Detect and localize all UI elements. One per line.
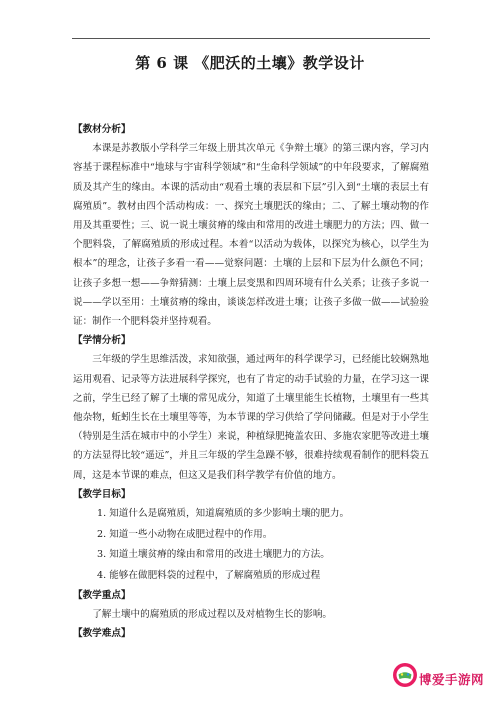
textbook-analysis-paragraph: 本课是苏教版小学科学三年级上册其次单元《争辩土壤》的第三课内容，学习内容基于课程标准中“地球与宇宙科学领域”和“生命科学领域”的中年段要求，了解腐殖质及其产生的缘由。本课的活动由“观看土壤的表层和下层”引入到“土壤的表层土有腐殖质”。教材由四个活动构成：一、探究土壤肥沃的缘由；二、了解土壤动物的作用及其重要性；三、说一说土壤贫瘠的缘由和常用的改进土壤肥力的方法；四、做一个肥料袋，了解腐殖质的形成过程。本着“以活动为载体，以探究为核心，以学生为根本”的理念，让孩子多看一看——觉察问题：土壤的上层和下层为什么颜色不同；让孩子多想一想——争辩猜测：土壤上层变黑和四周环境有什么关系；让孩子多说一说——学以至用：土壤贫瘠的缘由，谈谈怎样改进土壤；让孩子多做一做——试验验证：制作一个肥料袋并坚持观看。	[73, 143, 429, 328]
section-heading-textbook-analysis: 【教材分析】	[73, 124, 131, 135]
watermark-logo	[392, 658, 497, 698]
section-heading-teaching-goals: 【教学目标】	[73, 488, 131, 500]
document-title: 第 6 课 《肥沃的土壤》教学设计	[135, 54, 365, 72]
section-heading-student-analysis: 【学情分析】	[73, 335, 131, 347]
header-rule	[72, 38, 430, 39]
section-heading-key-points: 【教学重点】	[73, 590, 131, 602]
watermark-text: 博爱手游网	[419, 672, 485, 687]
teaching-goal-item-2: 2. 知道一些小动物在成肥过程中的作用。	[97, 528, 273, 540]
teaching-goal-item-3: 3. 知道土壤贫瘠的缘由和常用的改进土壤肥力的方法。	[97, 549, 330, 561]
game-controller-logo-icon	[392, 662, 418, 688]
key-points-paragraph: 了解土壤中的腐殖质的形成过程以及对植物生长的影响。	[92, 609, 333, 621]
teaching-goal-item-1: 1. 知道什么是腐殖质，知道腐殖质的多少影响土壤的肥力。	[97, 508, 350, 520]
document-body	[73, 120, 429, 644]
section-heading-difficulties: 【教学难点】	[73, 628, 131, 640]
teaching-goal-item-4: 4. 能够在做肥料袋的过程中，了解腐殖质的形成过程	[97, 569, 321, 581]
student-analysis-paragraph: 三年级的学生思维活泼，求知欲强，通过两年的科学课学习，已经能比较娴熟地运用观看、记录等方法进展科学探究，也有了肯定的动手试验的力量，在学习这一课之前，学生已经了解了土壤的常见成分，知道了土壤里能生长植物，土壤里有一些其他杂物，蚯蚓生长在土壤里等等，为本节课的学习供给了学问储藏。但是对于小学生（特别是生活在城市中的小学生）来说，种植绿肥掩盖农田、多施农家肥等改进土壤的方法显得比较“遥远”，并且三年级的学生急躁不够，很难持续观看制作的肥料袋五周，这是本节课的难点，但这又是我们科学教学有价值的地方。	[73, 354, 429, 481]
